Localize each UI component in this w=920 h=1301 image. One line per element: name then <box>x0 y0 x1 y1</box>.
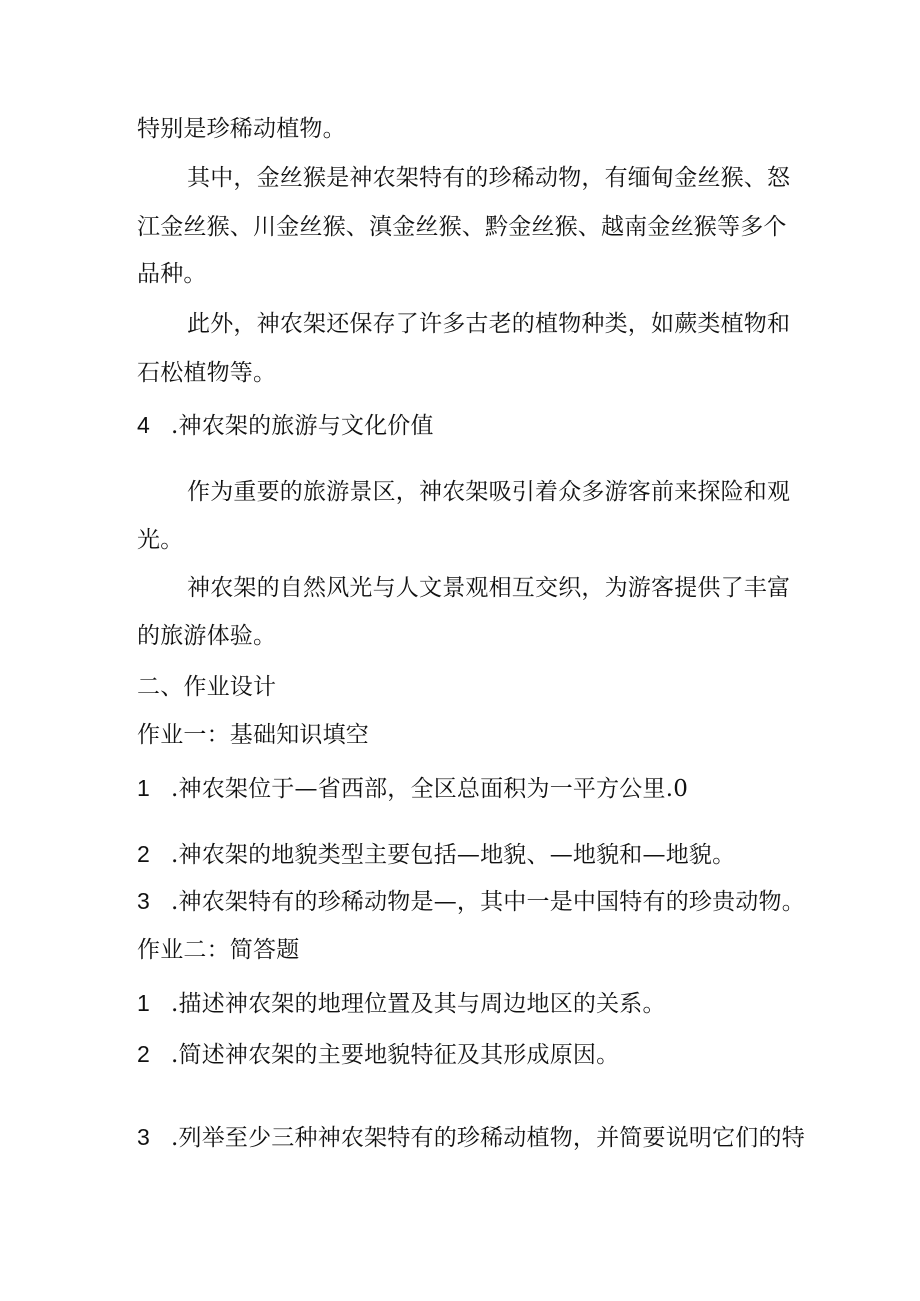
question-number: 1 <box>137 990 150 1016</box>
question-number: 2 <box>137 1041 150 1067</box>
question-text: .简述神农架的主要地貌特征及其形成原因。 <box>171 1042 620 1068</box>
question-text: .神农架特有的珍稀动物是—，其中一是中国特有的珍贵动物。 <box>171 889 805 915</box>
paragraph-line: 作为重要的旅游景区，神农架吸引着众多游客前来探险和观 <box>187 479 791 505</box>
paragraph-line: 其中，金丝猴是神农架特有的珍稀动物，有缅甸金丝猴、怒 <box>187 165 791 191</box>
question-item <box>137 1122 805 1153</box>
paragraph-line: 江金丝猴、川金丝猴、滇金丝猴、黔金丝猴、越南金丝猴等多个 <box>137 214 787 240</box>
paragraph-line: 石松植物等。 <box>137 360 277 386</box>
paragraph-line: 品种。 <box>137 261 207 287</box>
question-text: .神农架的地貌类型主要包括—地貌、—地貌和—地貌。 <box>171 842 736 868</box>
paragraph-line: 特别是珍稀动植物。 <box>137 116 346 142</box>
section-title: 二、作业设计 <box>137 674 277 700</box>
heading-text: .神农架的旅游与文化价值 <box>171 413 434 439</box>
paragraph-line: 此外，神农架还保存了许多古老的植物种类，如蕨类植物和 <box>187 311 791 337</box>
question-number: 3 <box>137 888 150 914</box>
question-text: .列举至少三种神农架特有的珍稀动植物，并简要说明它们的特 <box>171 1125 805 1151</box>
question-number: 3 <box>137 1124 150 1150</box>
question-text: .神农架位于—省西部，全区总面积为一平方公里.0 <box>171 776 689 802</box>
question-number: 1 <box>137 775 150 801</box>
homework-title: 作业二：简答题 <box>137 937 300 963</box>
paragraph-line: 的旅游体验。 <box>137 623 277 649</box>
homework-title: 作业一：基础知识填空 <box>137 722 369 748</box>
question-text: .描述神农架的地理位置及其与周边地区的关系。 <box>171 991 666 1017</box>
question-item <box>137 1039 619 1070</box>
section-heading <box>137 410 434 441</box>
paragraph-line: 光。 <box>137 527 184 553</box>
question-item <box>137 988 666 1019</box>
heading-number: 4 <box>137 412 150 438</box>
question-item <box>137 773 688 804</box>
paragraph-line: 神农架的自然风光与人文景观相互交织，为游客提供了丰富 <box>187 575 791 601</box>
question-item <box>137 839 735 870</box>
question-number: 2 <box>137 841 150 867</box>
question-item <box>137 886 805 917</box>
